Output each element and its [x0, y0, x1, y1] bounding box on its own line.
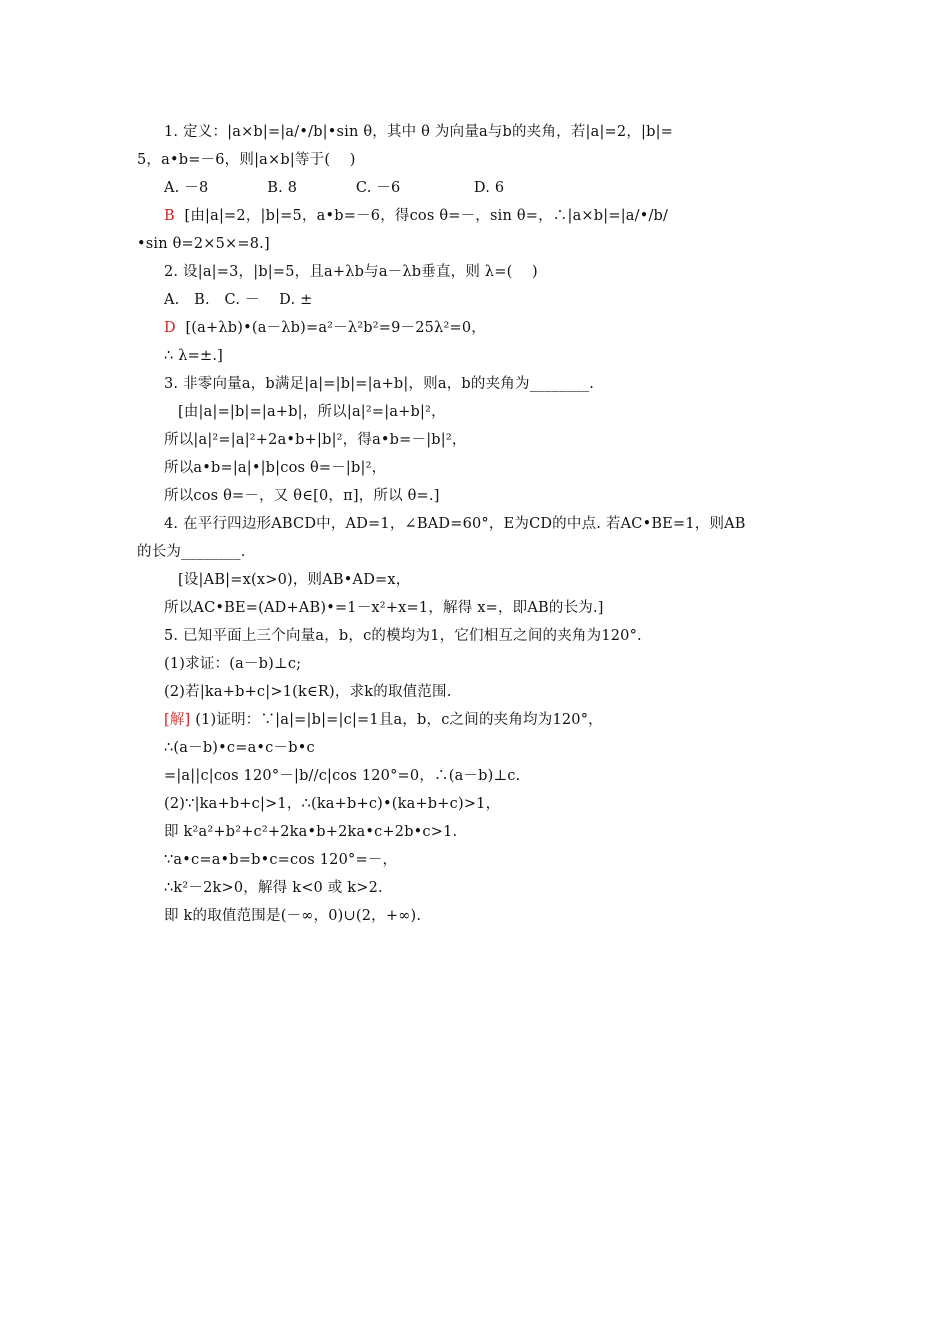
line-13 [164, 458, 386, 478]
line-text: A. B. C. － D. ± [164, 292, 313, 308]
line-text: [由|a|=|b|=|a+b|，所以|a|²=|a+b|²， [178, 404, 446, 420]
line-text: 所以AC•BE=(AD+AB)•=1－x²+x=1，解得 x=，即AB的长为.] [164, 600, 604, 616]
line-5 [137, 234, 270, 254]
line-text: (1)求证：(a－b)⊥c; [164, 656, 302, 672]
line-21 [164, 682, 452, 702]
line-text: 的长为________. [137, 544, 246, 560]
line-text: ∴k²－2k>0，解得 k<0 或 k>2. [164, 880, 383, 896]
line-text: =|a||c|cos 120°－|b//c|cos 120°=0，∴(a－b)⊥c. [164, 768, 521, 784]
line-11 [178, 402, 446, 422]
line-text: •sin θ=2×5×=8.] [137, 236, 270, 252]
line-18 [164, 598, 604, 618]
line-28 [164, 878, 383, 898]
line-text: 所以cos θ=－，又 θ∈[0，π]，所以 θ=.] [164, 488, 440, 504]
line-17 [178, 570, 410, 590]
line-14 [164, 486, 440, 506]
line-22 [164, 710, 603, 730]
line-2 [137, 150, 356, 170]
solution-tag: [解] [164, 712, 191, 728]
line-1 [164, 122, 673, 142]
line-text: ∵a•c=a•b=b•c=cos 120°=－， [164, 852, 398, 868]
line-text: 即 k²a²+b²+c²+2ka•b+2ka•c+2b•c>1. [164, 824, 458, 840]
line-19 [164, 626, 642, 646]
line-text: ∴ λ=±.] [164, 348, 223, 364]
line-20 [164, 654, 301, 674]
answer-tag: B [164, 208, 175, 224]
line-text: (2)若|ka+b+c|>1(k∈R)，求k的取值范围. [164, 684, 452, 700]
line-text: A. －8 B. 8 C. －6 D. 6 [164, 180, 505, 196]
line-24 [164, 766, 520, 786]
line-text: [(a+λb)•(a－λb)=a²－λ²b²=9－25λ²=0， [185, 320, 486, 336]
line-text: 4. 在平行四边形ABCD中，AD=1，∠BAD=60°，E为CD的中点. 若AC•BE=1，则AB [164, 516, 746, 532]
line-23 [164, 738, 315, 758]
line-text: [设|AB|=x(x>0)，则AB•AD=x， [178, 572, 411, 588]
line-15 [164, 514, 746, 534]
line-text: (1)证明：∵|a|=|b|=|c|=1且a，b，c之间的夹角均为120°， [190, 712, 603, 728]
line-text: 3. 非零向量a，b满足|a|=|b|=|a+b|，则a，b的夹角为________. [164, 376, 595, 392]
line-text: 所以|a|²=|a|²+2a•b+|b|²，得a•b=－|b|²， [164, 432, 467, 448]
line-text: 5. 已知平面上三个向量a，b，c的模均为1，它们相互之间的夹角为120°. [164, 628, 642, 644]
line-text: 5，a•b=－6，则|a×b|等于( ) [137, 152, 356, 168]
line-25 [164, 794, 500, 814]
line-29 [164, 906, 421, 926]
line-3 [164, 178, 504, 198]
line-7 [164, 290, 312, 310]
line-6 [164, 262, 538, 282]
line-text: ∴(a－b)•c=a•c－b•c [164, 740, 315, 756]
line-9 [164, 346, 223, 366]
line-text: 1. 定义：|a×b|=|a/•/b|•sin θ，其中 θ 为向量a与b的夹角，若|a|=2，|b|= [164, 124, 674, 140]
line-12 [164, 430, 467, 450]
answer-tag: D [164, 320, 176, 336]
line-text: 即 k的取值范围是(－∞，0)∪(2，+∞). [164, 908, 422, 924]
line-text: [由|a|=2，|b|=5，a•b=－6，得cos θ=－，sin θ=，∴|a×b|=|a/•/b/ [184, 208, 669, 224]
line-text: 所以a•b=|a|•|b|cos θ=－|b|²， [164, 460, 387, 476]
line-10 [164, 374, 594, 394]
line-text: 2. 设|a|=3，|b|=5，且a+λb与a－λb垂直，则 λ=( ) [164, 264, 538, 280]
line-27 [164, 850, 397, 870]
line-text: (2)∵|ka+b+c|>1，∴(ka+b+c)•(ka+b+c)>1， [164, 796, 501, 812]
line-16 [137, 542, 246, 562]
line-26 [164, 822, 457, 842]
line-4 [164, 206, 668, 226]
line-8 [164, 318, 486, 338]
